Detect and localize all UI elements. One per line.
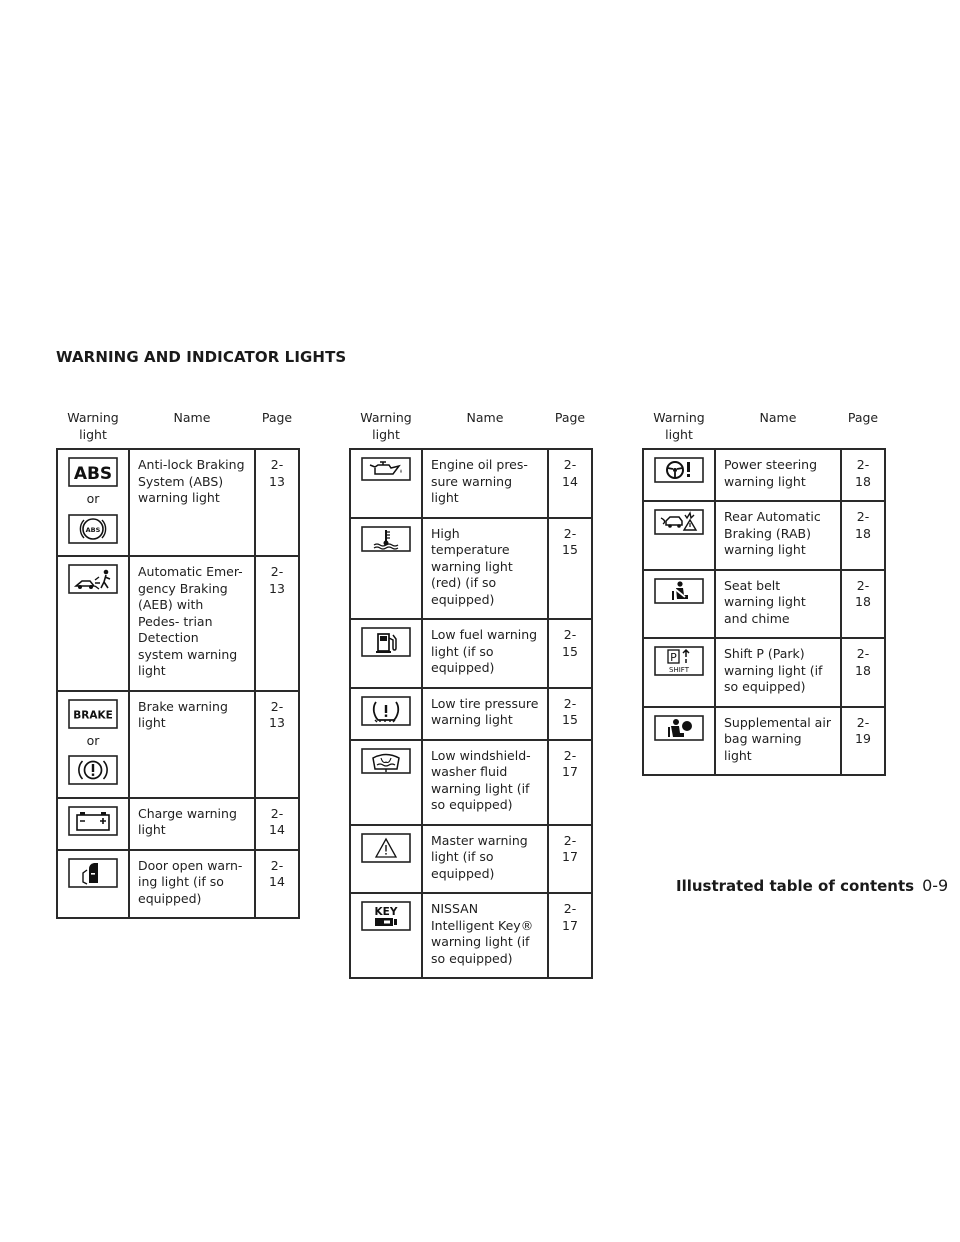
header-warning-light: Warning light [643, 407, 715, 449]
header-page: Page [255, 407, 299, 449]
header-name: Name [422, 407, 548, 449]
page-cell: 2-14 [548, 449, 592, 518]
master-warning-icon [361, 833, 411, 863]
icon-cell [643, 707, 715, 776]
icon-cell [350, 893, 422, 978]
name-cell: Supplemental air bag warning light [715, 707, 841, 776]
abs-small-label: ABS [85, 525, 101, 534]
tire-pressure-icon [361, 696, 411, 726]
icon-cell [57, 449, 129, 556]
footer-page-number: 0-9 [922, 876, 949, 895]
aeb-pedestrian-icon [68, 564, 118, 594]
name-cell: Seat belt warning light and chime [715, 570, 841, 639]
shift-p-label: P [670, 651, 677, 664]
or-label: or [86, 732, 100, 748]
header-page: Page [841, 407, 885, 449]
table-row [57, 798, 299, 850]
icon-cell [57, 798, 129, 850]
icon-cell [57, 850, 129, 919]
icon-cell [643, 638, 715, 707]
name-cell: Automatic Emer- gency Braking (AEB) with Pedes- trian Detection system warning light [129, 556, 255, 691]
icon-cell [57, 556, 129, 691]
door-open-icon [68, 858, 118, 888]
header-name: Name [129, 407, 255, 449]
footer-title: Illustrated table of contents [676, 877, 915, 895]
warning-lights-table-1 [56, 407, 300, 919]
brake-text-icon [68, 699, 118, 729]
page-cell: 2-14 [255, 798, 299, 850]
warning-lights-table-2 [349, 407, 593, 979]
icon-cell [643, 501, 715, 570]
key-label: KEY [374, 906, 398, 918]
table-row [643, 501, 885, 570]
page-cell: 2-15 [548, 518, 592, 620]
name-cell: Door open warn- ing light (if so equipped) [129, 850, 255, 919]
page-cell: 2-13 [255, 449, 299, 556]
table-row [350, 688, 592, 740]
fuel-pump-icon [361, 627, 411, 657]
shift-park-icon [654, 646, 704, 676]
name-cell: Shift P (Park) warning light (if so equipped) [715, 638, 841, 707]
page-cell: 2-15 [548, 688, 592, 740]
table-row [350, 449, 592, 518]
shift-label: SHIFT [669, 666, 689, 674]
icon-cell [350, 518, 422, 620]
brake-circle-icon [68, 755, 118, 785]
icon-cell [643, 570, 715, 639]
icon-cell [350, 740, 422, 825]
table-row [350, 825, 592, 894]
page-cell: 2-18 [841, 570, 885, 639]
table-row [57, 556, 299, 691]
header-warning-light: Warning light [350, 407, 422, 449]
seat-belt-icon [654, 578, 704, 604]
table-row [350, 893, 592, 978]
abs-label: ABS [73, 464, 113, 484]
page-cell: 2-18 [841, 638, 885, 707]
name-cell: High temperature warning light (red) (if so equipped) [422, 518, 548, 620]
page-cell: 2-18 [841, 449, 885, 501]
table-row [643, 707, 885, 776]
table-row [643, 570, 885, 639]
table-row [57, 691, 299, 798]
page-cell: 2-18 [841, 501, 885, 570]
table-row [643, 449, 885, 501]
name-cell: Anti-lock Braking System (ABS) warning light [129, 449, 255, 556]
section-title: WARNING AND INDICATOR LIGHTS [56, 348, 347, 366]
name-cell: NISSAN Intelligent Key® warning light (if so equipped) [422, 893, 548, 978]
abs-text-icon [68, 457, 118, 487]
name-cell: Power steering warning light [715, 449, 841, 501]
icon-cell [350, 619, 422, 688]
airbag-icon [654, 715, 704, 741]
rear-braking-icon [654, 509, 704, 535]
brake-label: BRAKE [73, 709, 113, 721]
icon-cell [643, 449, 715, 501]
table-row [350, 740, 592, 825]
page-cell: 2-17 [548, 825, 592, 894]
battery-icon [68, 806, 118, 836]
intelligent-key-icon [361, 901, 411, 931]
name-cell: Low fuel warning light (if so equipped) [422, 619, 548, 688]
power-steering-icon [654, 457, 704, 483]
oil-can-icon [361, 457, 411, 481]
page-cell: 2-15 [548, 619, 592, 688]
icon-cell [57, 691, 129, 798]
table-row [350, 518, 592, 620]
name-cell: Engine oil pres- sure warning light [422, 449, 548, 518]
table-row [350, 619, 592, 688]
coolant-temperature-icon [361, 526, 411, 552]
name-cell: Charge warning light [129, 798, 255, 850]
abs-circle-icon [68, 514, 118, 544]
header-page: Page [548, 407, 592, 449]
page-cell: 2-19 [841, 707, 885, 776]
page-cell: 2-13 [255, 556, 299, 691]
header-name: Name [715, 407, 841, 449]
page-cell: 2-13 [255, 691, 299, 798]
icon-cell [350, 825, 422, 894]
name-cell: Brake warning light [129, 691, 255, 798]
page-footer [676, 876, 948, 895]
icon-cell [350, 449, 422, 518]
or-label: or [86, 491, 100, 506]
page-cell: 2-17 [548, 893, 592, 978]
header-warning-light: Warning light [57, 407, 129, 449]
name-cell: Low windshield- washer fluid warning light (if so equipped) [422, 740, 548, 825]
name-cell: Rear Automatic Braking (RAB) warning light [715, 501, 841, 570]
page-cell: 2-14 [255, 850, 299, 919]
name-cell: Low tire pressure warning light [422, 688, 548, 740]
icon-cell [350, 688, 422, 740]
warning-lights-table-3 [642, 407, 886, 776]
washer-fluid-icon [361, 748, 411, 774]
name-cell: Master warning light (if so equipped) [422, 825, 548, 894]
page-cell: 2-17 [548, 740, 592, 825]
table-row [57, 449, 299, 556]
table-row [643, 638, 885, 707]
table-row [57, 850, 299, 919]
